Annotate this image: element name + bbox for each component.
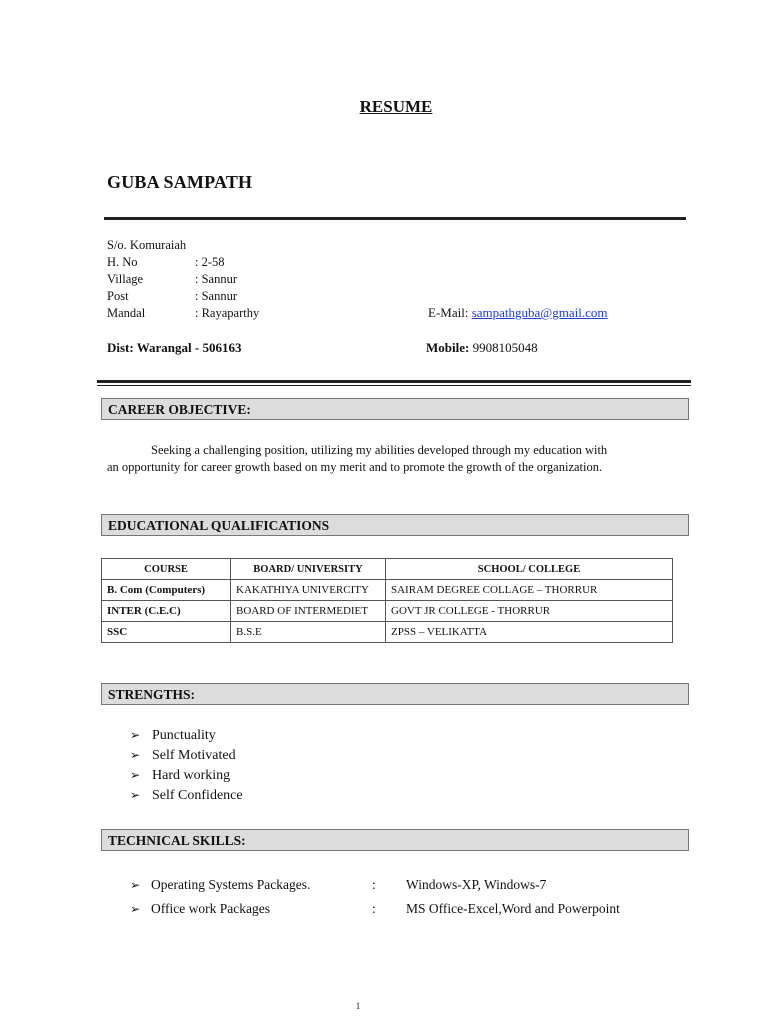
arrow-bullet-icon: ➢ [130,768,141,782]
address-label: H. No [107,255,138,269]
arrow-bullet-icon: ➢ [130,902,141,916]
skill-name: Operating Systems Packages. [151,877,311,892]
resume-title: RESUME [359,97,433,116]
so-line [107,238,186,255]
education-table [101,558,673,643]
address-label: Village [107,272,144,286]
college-cell: ZPSS – VELIKATTA [386,622,673,643]
education-heading: EDUCATIONAL QUALIFICATIONS [101,514,689,536]
list-item: ➢ Self Confidence [130,788,243,803]
skill-row [130,901,690,921]
email-label: E-Mail: [428,305,469,320]
arrow-bullet-icon: ➢ [130,788,141,802]
header-divider [104,217,686,220]
skill-value: MS Office-Excel,Word and Powerpoint [406,901,620,916]
arrow-bullet-icon: ➢ [130,748,141,762]
board-cell: BOARD OF INTERMEDIET [231,601,386,622]
candidate-name: GUBA SAMPATH [107,172,253,192]
technical-skills-heading: TECHNICAL SKILLS: [101,829,689,851]
column-header: COURSE [102,559,231,580]
table-row [102,580,673,601]
contact-divider-thick [97,380,691,383]
college-cell: GOVT JR COLLEGE - THORRUR [386,601,673,622]
career-objective-heading: CAREER OBJECTIVE: [101,398,689,420]
address-value: : Sannur [195,289,238,303]
email-line [428,305,608,321]
course-cell: SSC [102,622,231,643]
arrow-bullet-icon: ➢ [130,878,141,892]
college-cell: SAIRAM DEGREE COLLAGE – THORRUR [386,580,673,601]
column-header: SCHOOL/ COLLEGE [386,559,673,580]
contact-divider-thin [97,385,691,386]
career-objective-text [107,442,687,476]
strengths-heading: STRENGTHS: [101,683,689,705]
mobile-line [426,340,538,356]
course-cell: B. Com (Computers) [102,580,231,601]
address-value: : Rayaparthy [195,306,260,320]
arrow-bullet-icon: ➢ [130,728,141,742]
list-item: ➢ Self Motivated [130,748,236,763]
mobile-label: Mobile: [426,340,470,355]
column-header: BOARD/ UNIVERSITY [231,559,386,580]
page-number: 1 [355,1001,361,1011]
objective-line-1: Seeking a challenging position, utilizing my abilities developed through my education with [151,443,608,457]
address-label: Mandal [107,306,146,320]
district-line: Dist: Warangal - 506163 [107,340,242,355]
table-header-row [102,559,673,580]
email-link[interactable]: sampathguba@gmail.com [471,305,608,320]
address-label: Post [107,289,129,303]
objective-line-2: an opportunity for career growth based on my merit and to promote the growth of the organization. [107,460,603,474]
skill-value: Windows-XP, Windows-7 [406,877,547,892]
so-text: S/o. Komuraiah [107,238,187,252]
skill-row [130,877,690,897]
course-cell: INTER (C.E.C) [102,601,231,622]
skill-name: Office work Packages [151,901,270,916]
list-item: ➢ Punctuality [130,728,216,743]
address-value: : 2-58 [195,255,225,269]
skill-separator: : [372,877,376,892]
table-row [102,601,673,622]
skill-separator: : [372,901,376,916]
address-value: : Sannur [195,272,238,286]
board-cell: KAKATHIYA UNIVERCITY [231,580,386,601]
list-item: ➢ Hard working [130,768,231,783]
mobile-number: 9908105048 [472,340,538,355]
board-cell: B.S.E [231,622,386,643]
table-row [102,622,673,643]
